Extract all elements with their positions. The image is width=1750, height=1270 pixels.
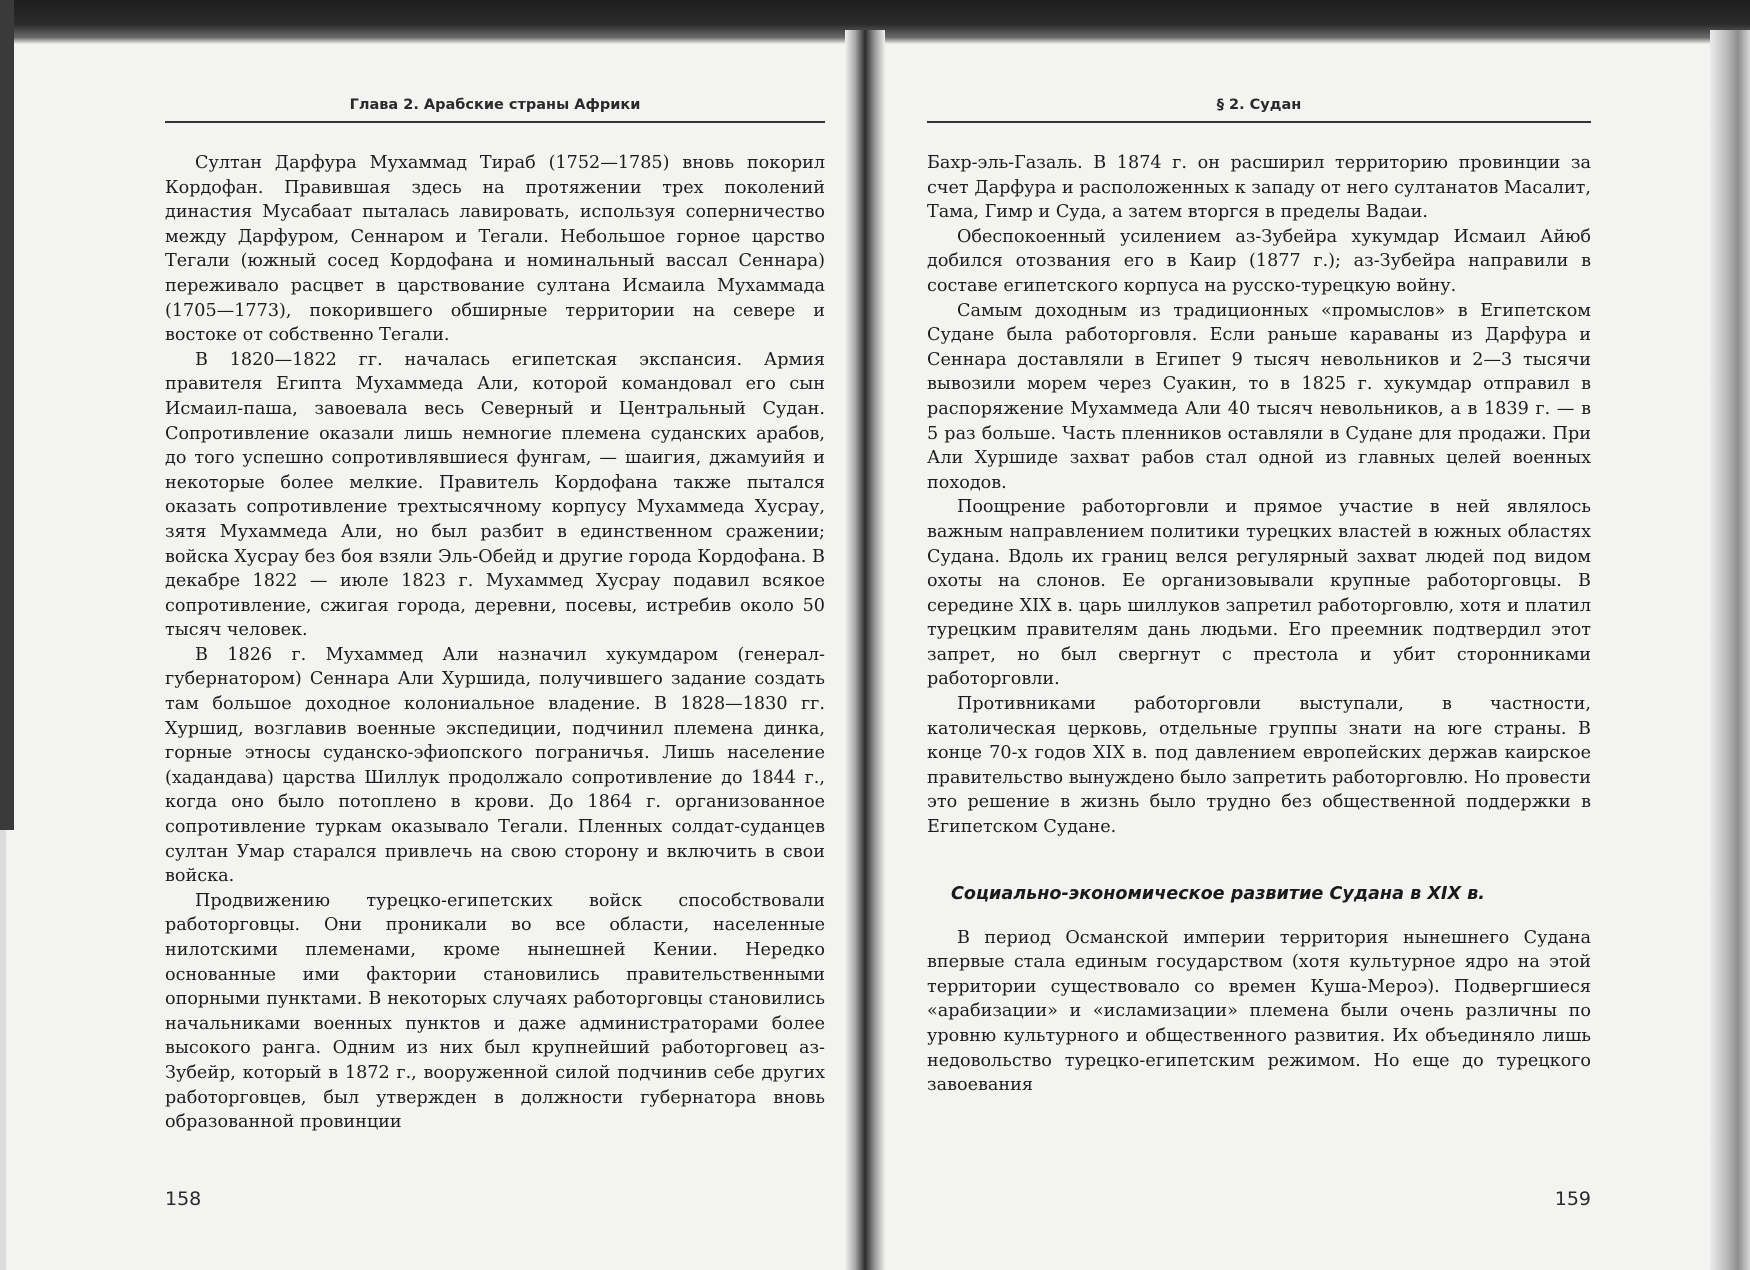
body-text	[165, 151, 825, 1135]
section-heading: Социально-экономическое развитие Судана в XIX в.	[951, 883, 1485, 904]
left-page	[165, 0, 825, 1270]
paragraph: Поощрение работорговли и прямое участие в ней являлось важным направлением политики турецких властей в южных областях Судана. Вдоль их границ велся регулярный захват людей под видом охоты на слонов. Ее организовывали крупные работорговцы. В середине XIX в. царь шиллуков запретил работорговлю, хотя и платил турецким правителям дань людьми. Его преемник подтвердил этот запрет, но был свергнут с престола и убит сторонниками работорговли.	[927, 497, 1591, 690]
scan-left-edge-lower	[0, 830, 6, 1270]
paragraph: Обеспокоенный усилением аз-Зубейра хукумдар Исмаил Айюб добился отозвания его в Каир (1877 г.); аз-Зубейра направили в составе египетского корпуса на русско-турецкую войну.	[927, 226, 1591, 296]
paragraph: Продвижению турецко-египетских войск способствовали работорговцы. Они проникали во все области, населенные нилотскими племенами, кроме нынешней Кении. Нередко основанные ими фактории становились правительственными опорными пунктами. В некоторых случаях работорговцы становились начальниками военных пунктов и даже администраторами более высокого ранга. Одним из них был крупнейший работорговец аз-Зубейр, который в 1872 г., вооруженной силой подчинив себе других работорговцев, был утвержден в должности губернатора вновь образованной провинции	[165, 890, 825, 1133]
header-rule	[165, 121, 825, 123]
paragraph: Самым доходным из традиционных «промыслов» в Египетском Судане была работорговля. Если раньше караваны из Дарфура и Сеннара доставляли в Египет 9 тысяч невольников и 2—3 тысячи вывозили морем через Суакин, то в 1825 г. хукумдар отправил в распоряжение Мухаммеда Али 40 тысяч невольников, а в 1839 г. — в 5 раз больше. Часть пленников оставляли в Судане для продажи. При Али Хуршиде захват рабов стал одной из главных целей военных походов.	[927, 300, 1591, 493]
running-head: Глава 2. Арабские страны Африки	[349, 97, 641, 113]
paragraph: В период Османской империи территория нынешнего Судана впервые стала единым государством (хотя культурное ядро на этой территории существовало со времен Куша-Мероэ). Подвергшиеся «арабизации» и «исламизации» племена были очень различны по уровню культурного и общественного развития. Их объединяло лишь недовольство турецко-египетским режимом. Но еще до турецкого завоевания	[927, 927, 1591, 1096]
book-gutter	[845, 30, 885, 1270]
body-text	[927, 151, 1591, 1098]
paragraph: Султан Дарфура Мухаммад Тираб (1752—1785) вновь покорил Кордофан. Правившая здесь на протяжении трех поколений династия Мусабаат пыталась лавировать, используя соперничество между Дарфуром, Сеннаром и Тегали. Небольшое горное царство Тегали (южный сосед Кордофана и номинальный вассал Сеннара) переживало расцвет в царствование султана Исмаила Мухаммада (1705—1773), покорившего обширные территории на севере и востоке от собственно Тегали.	[165, 153, 825, 346]
page-number: 159	[1554, 1188, 1591, 1210]
scan-left-edge	[0, 0, 14, 830]
book-page-edges	[1710, 30, 1750, 1270]
paragraph: В 1826 г. Мухаммед Али назначил хукумдаром (генерал-губернатором) Сеннара Али Хуршида, получившего задание создать там большое доходное колониальное владение. В 1828—1830 гг. Хуршид, возглавив военные экспедиции, подчинил племена динка, горные этносы суданско-эфиопского пограничья. Лишь население (хадандава) царства Шиллук продолжало сопротивление до 1844 г., когда оно было потоплено в крови. До 1864 г. организованное сопротивление туркам оказывало Тегали. Пленных солдат-суданцев султан Умар старался привлечь на свою сторону и включить в свои войска.	[165, 644, 825, 887]
running-head: § 2. Судан	[1216, 97, 1302, 113]
paragraph: В 1820—1822 гг. началась египетская экспансия. Армия правителя Египта Мухаммеда Али, которой командовал его сын Исмаил-паша, завоевала весь Северный и Центральный Судан. Сопротивление оказали лишь немногие племена суданских арабов, до того успешно сопротивлявшиеся фунгам, — шаигия, джамуийя и некоторые более мелкие. Правитель Кордофана также пытался оказать сопротивление трехтысячному корпусу Мухаммеда Хусрау, зятя Мухаммеда Али, но был разбит в единственном сражении; войска Хусрау без боя взяли Эль-Обейд и другие города Кордофана. В декабре 1822 — июле 1823 г. Мухаммед Хусрау подавил всякое сопротивление, сжигая города, деревни, посевы, истребив около 50 тысяч человек.	[165, 349, 825, 641]
paragraph: Бахр-эль-Газаль. В 1874 г. он расширил территорию провинции за счет Дарфура и расположенных к западу от него султанатов Масалит, Тама, Гимр и Суда, а затем вторгся в пределы Вадаи.	[927, 153, 1591, 223]
paragraph: Противниками работорговли выступали, в частности, католическая церковь, отдельные группы знати на юге страны. В конце 70-х годов XIX в. под давлением европейских держав каирское правительство вынуждено было запретить работорговлю. Но провести это решение в жизнь было трудно без общественной поддержки в Египетском Судане.	[927, 694, 1591, 838]
header-rule	[927, 121, 1591, 123]
page-number: 158	[165, 1188, 202, 1210]
right-page	[927, 0, 1591, 1270]
